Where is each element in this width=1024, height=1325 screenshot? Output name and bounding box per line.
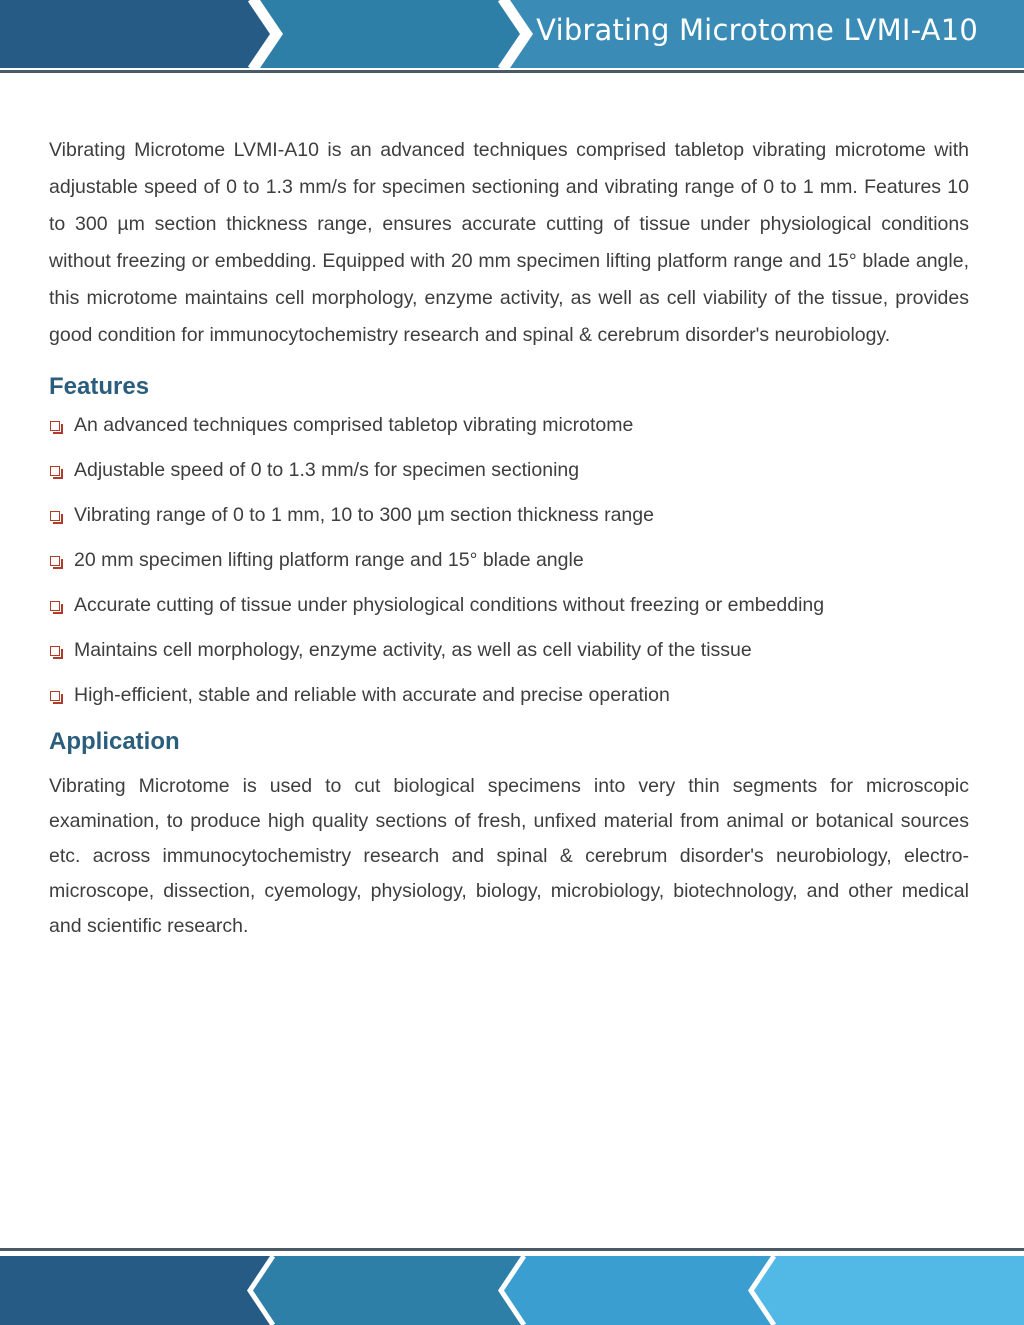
feature-item [49,593,969,618]
application-paragraph: Vibrating Microtome is used to cut biological specimens into very thin segments for microscopic examination, to produce high quality sections of fresh, unfixed material from animal or botanical sources etc. across immunocytochemistry research and spinal & cerebrum disorder's neurobiology, electro-microscope, dissection, cyemology, physiology, biology, microbiology, biotechnology, and other medical and scientific research. [49,775,969,937]
feature-item-text: 20 mm specimen lifting platform range and 15° blade angle [74,549,584,571]
header-banner [0,0,1024,68]
feature-item [49,548,969,573]
feature-item-text: Maintains cell morphology, enzyme activity, as well as cell viability of the tissue [74,639,752,661]
feature-item-text: High-efficient, stable and reliable with accurate and precise operation [74,684,670,706]
checkbox-bullet-icon [50,691,60,701]
feature-item-text: Adjustable speed of 0 to 1.3 mm/s for specimen sectioning [74,459,580,481]
feature-item [49,458,969,483]
feature-item [49,413,969,438]
checkbox-bullet-icon [50,421,60,431]
footer-divider [0,1248,1024,1251]
checkbox-bullet-icon [50,601,60,611]
intro-paragraph: Vibrating Microtome LVMI-A10 is an advanced techniques comprised tabletop vibrating microtome with adjustable speed of 0 to 1.3 mm/s for specimen sectioning and vibrating range of 0 to 1 mm. Features 10 to 300 µm section thickness range, ensures accurate cutting of tissue under physiological conditions without freezing or embedding. Equipped with 20 mm specimen lifting platform range and 15° blade angle, this microtome maintains cell morphology, enzyme activity, as well as cell viability of the tissue, provides good condition for immunocytochemistry research and spinal & cerebrum disorder's neurobiology. [49,139,969,346]
feature-item-text: Accurate cutting of tissue under physiological conditions without freezing or embedding [74,594,825,616]
feature-item [49,638,969,663]
footer-chevron-graphic [0,1256,1024,1325]
footer-banner [0,1256,1024,1325]
feature-item-text: Vibrating range of 0 to 1 mm, 10 to 300 µm section thickness range [74,504,654,526]
checkbox-bullet-icon [50,466,60,476]
header-divider [0,70,1024,73]
checkbox-bullet-icon [50,511,60,521]
application-heading: Application [49,728,180,755]
checkbox-bullet-icon [50,646,60,656]
feature-item [49,503,969,528]
features-heading: Features [49,373,150,400]
feature-item-text: An advanced techniques comprised tabletop vibrating microtome [74,414,634,436]
feature-item [49,683,969,708]
page-title: Vibrating Microtome LVMI-A10 [536,13,978,47]
checkbox-bullet-icon [50,556,60,566]
main-content [49,132,969,944]
features-list [49,413,969,708]
